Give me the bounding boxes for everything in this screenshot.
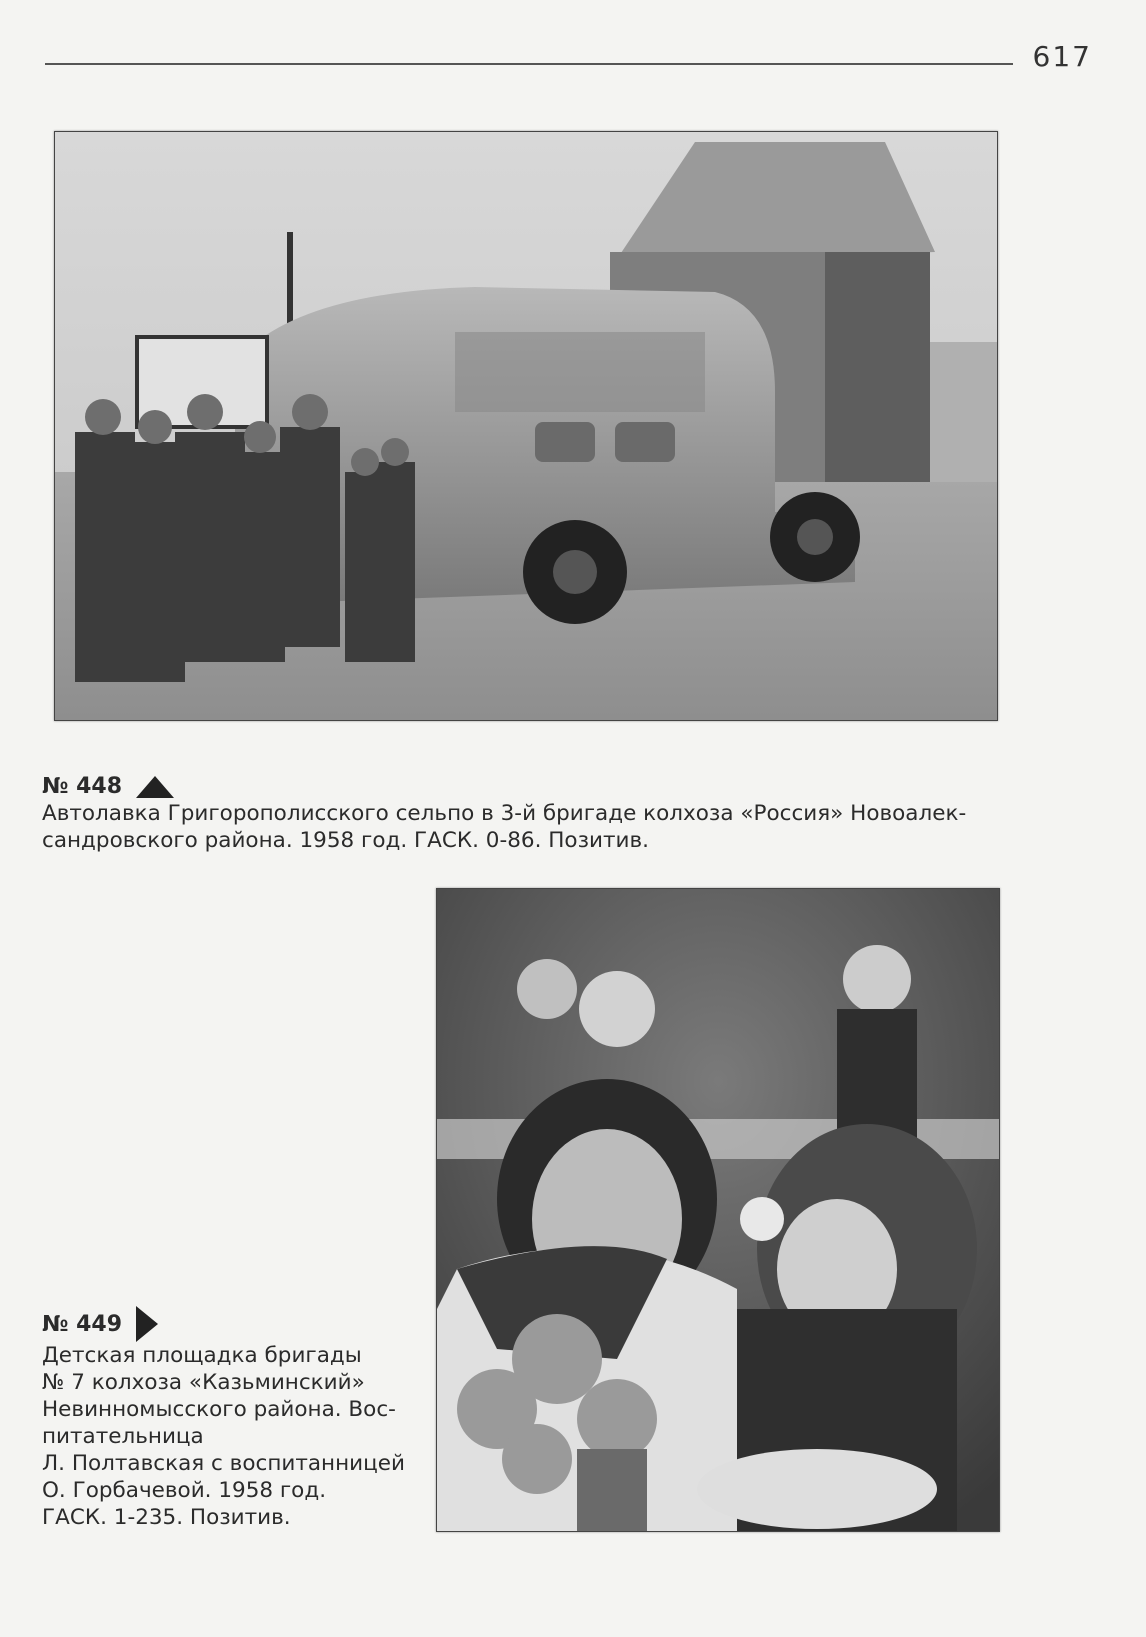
caption-449-line-5: Л. Полтавская с воспитанницей	[42, 1451, 405, 1476]
caption-448-line-2: сандровского района. 1958 год. ГАСК. 0-86. Позитив.	[42, 828, 649, 853]
caption-449-number: № 449	[42, 1311, 123, 1337]
caption-448	[42, 773, 1022, 854]
caption-449-line-3: Невинномысского района. Вос-	[42, 1397, 396, 1422]
triangle-right-icon	[136, 1306, 158, 1342]
page-number: 617	[1032, 40, 1092, 73]
triangle-up-icon	[136, 776, 174, 798]
photo-448-mobile-shop	[54, 131, 998, 721]
caption-448-line-1: Автолавка Григорополисского сельпо в 3-й бригаде колхоза «Россия» Новоалек-	[42, 801, 967, 826]
photo-449-image	[437, 889, 999, 1531]
photo-449-playground	[436, 888, 1000, 1532]
caption-449-line-2: № 7 колхоза «Казьминский»	[42, 1370, 365, 1395]
caption-449-line-1: Детская площадка бригады	[42, 1343, 362, 1368]
caption-449-line-4: питательница	[42, 1424, 204, 1449]
caption-449-line-7: ГАСК. 1-235. Позитив.	[42, 1505, 291, 1530]
photo-448-image	[55, 132, 997, 720]
caption-449-line-6: О. Горбачевой. 1958 год.	[42, 1478, 327, 1503]
header-rule	[45, 63, 1013, 65]
caption-449	[42, 1306, 422, 1531]
caption-448-number: № 448	[42, 774, 123, 799]
